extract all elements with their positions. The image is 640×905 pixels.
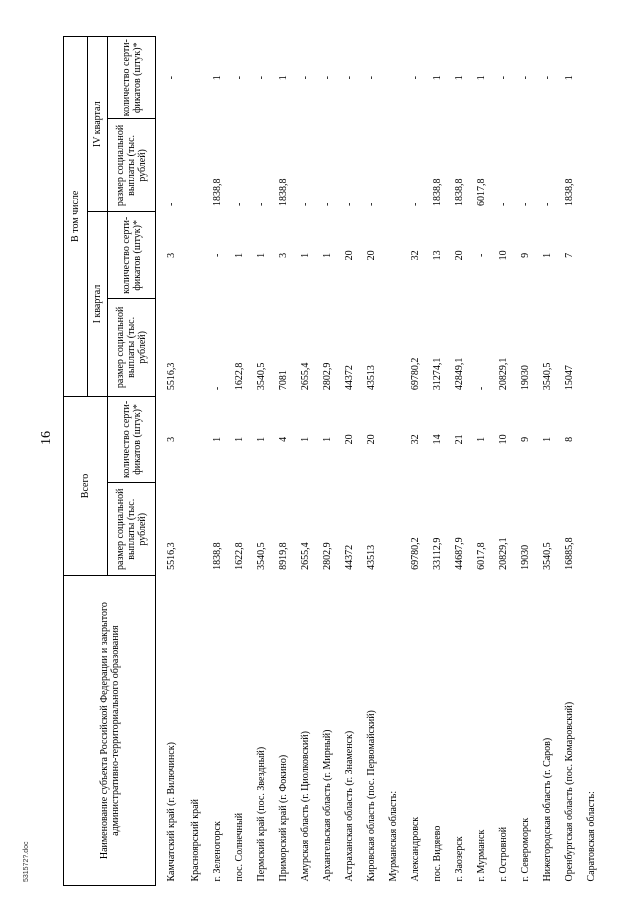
certificates-table <box>63 36 606 886</box>
cell-q4-cnt <box>584 37 606 119</box>
cell-q4-pay: 1838,8 <box>278 178 289 206</box>
cell-q4-pay <box>386 119 408 212</box>
cell-q4-pay: - <box>410 202 421 206</box>
cell-total-pay: 1838,8 <box>212 542 223 570</box>
cell-q1-pay: 2655,4 <box>300 362 311 391</box>
table-row <box>232 37 254 886</box>
cell-total-cnt: 21 <box>454 434 465 445</box>
cell-name: г. Заозерск <box>454 836 465 882</box>
cell-total-cnt: 1 <box>300 436 311 442</box>
cell-q4-cnt: 1 <box>564 75 575 81</box>
cell-q1-pay: 69780,2 <box>410 357 421 391</box>
table-row <box>386 37 408 886</box>
cell-name: Саратовская область: <box>586 791 597 882</box>
cell-total-cnt <box>188 396 210 483</box>
table-row <box>540 37 562 886</box>
header-total-payment: размер социальной выплаты (тыс. рублей) <box>108 483 156 576</box>
cell-name: Александровск <box>410 816 421 882</box>
table-row <box>562 37 584 886</box>
header-including-group: В том числе <box>64 37 88 397</box>
cell-q4-cnt: - <box>542 76 553 80</box>
table-row <box>430 37 452 886</box>
cell-q1-cnt: 20 <box>344 250 355 261</box>
cell-total-pay <box>386 483 408 576</box>
cell-q1-pay: 15047 <box>564 365 575 391</box>
table-row <box>320 37 342 886</box>
cell-total-pay: 8919,8 <box>278 542 289 570</box>
cell-q4-pay: - <box>542 202 553 206</box>
cell-name: г. Североморск <box>520 817 531 882</box>
cell-q4-cnt <box>386 37 408 119</box>
cell-q4-cnt: 1 <box>432 75 443 81</box>
cell-total-pay: 3540,5 <box>542 542 553 570</box>
cell-total-cnt <box>386 396 408 483</box>
cell-total-pay: 33112,9 <box>432 537 443 570</box>
cell-name: Астраханская область (г. Знаменск) <box>344 730 355 882</box>
cell-q4-cnt: - <box>344 76 355 80</box>
table-row <box>342 37 364 886</box>
cell-total-cnt: 1 <box>212 436 223 442</box>
cell-name: г. Зеленогорск <box>212 821 223 882</box>
cell-total-pay: 44372 <box>344 544 355 570</box>
cell-q4-cnt: - <box>234 76 245 80</box>
cell-q1-cnt: 1 <box>322 252 333 258</box>
cell-total-cnt: 1 <box>234 436 245 442</box>
cell-total-pay: 20829,1 <box>498 537 509 570</box>
cell-total-cnt: 1 <box>542 436 553 442</box>
cell-q1-cnt: 1 <box>542 252 553 258</box>
cell-q1-pay: - <box>212 386 223 391</box>
cell-q1-pay: 3540,5 <box>256 362 267 391</box>
cell-q4-cnt: - <box>322 76 333 80</box>
cell-q1-cnt: 20 <box>454 250 465 261</box>
cell-q1-pay: 43513 <box>366 365 377 391</box>
cell-q4-pay: 1838,8 <box>432 178 443 206</box>
cell-total-pay <box>584 483 606 576</box>
cell-name: г. Мурманск <box>476 829 487 882</box>
cell-q4-pay: - <box>520 202 531 206</box>
cell-q1-cnt: 3 <box>278 252 289 258</box>
cell-q4-cnt: 1 <box>476 75 487 81</box>
cell-name: Амурская область (г. Циолковский) <box>300 731 311 882</box>
cell-total-pay: 3540,5 <box>256 542 267 570</box>
cell-q4-cnt: - <box>300 76 311 80</box>
cell-q1-cnt: - <box>212 253 223 257</box>
cell-total-cnt: 8 <box>564 436 575 442</box>
cell-q1-pay: 20829,1 <box>498 357 509 391</box>
cell-q4-cnt: - <box>498 76 509 80</box>
cell-q1-cnt: 32 <box>410 250 421 261</box>
cell-total-pay: 44687,9 <box>454 537 465 570</box>
page-number: 16 <box>39 431 54 445</box>
cell-q4-cnt: 1 <box>212 75 223 81</box>
cell-q4-pay <box>584 119 606 212</box>
cell-name: Нижегородская область (г. Саров) <box>542 737 553 882</box>
cell-q1-cnt <box>386 212 408 299</box>
cell-q4-cnt <box>188 37 210 119</box>
cell-q1-cnt: 10 <box>498 250 509 261</box>
cell-name: Пермский край (пос. Звездный) <box>256 746 267 882</box>
table-row <box>364 37 386 886</box>
cell-q1-pay: 7081 <box>278 370 289 391</box>
cell-total-pay <box>188 483 210 576</box>
cell-q4-cnt: - <box>166 76 177 80</box>
cell-q4-pay: - <box>322 202 333 206</box>
cell-total-pay: 5516,3 <box>166 542 177 570</box>
cell-total-cnt: 9 <box>520 436 531 442</box>
cell-q4-cnt: 1 <box>278 75 289 81</box>
table-row <box>474 37 496 886</box>
cell-q4-cnt: - <box>520 76 531 80</box>
cell-q1-cnt: - <box>476 253 487 257</box>
cell-q4-pay: - <box>234 202 245 206</box>
header-q4-payment: размер социальной выплаты (тыс. рублей) <box>108 119 156 212</box>
cell-q1-pay: 31274,1 <box>432 357 443 391</box>
cell-total-pay: 19030 <box>520 544 531 570</box>
header-q1-payment: размер социальной выплаты (тыс. рублей) <box>108 299 156 396</box>
cell-total-cnt: 14 <box>432 434 443 445</box>
cell-name: Архангельская область (г. Мирный) <box>322 729 333 882</box>
cell-q1-cnt: 1 <box>256 252 267 258</box>
cell-q1-pay: 5516,3 <box>166 362 177 391</box>
table-row <box>188 37 210 886</box>
cell-q1-pay <box>188 299 210 396</box>
cell-q1-pay: 42849,1 <box>454 357 465 391</box>
cell-total-cnt: 4 <box>278 436 289 442</box>
cell-q1-pay: 1622,8 <box>234 362 245 391</box>
cell-q4-pay: 1838,8 <box>564 178 575 206</box>
cell-q1-cnt <box>584 212 606 299</box>
cell-q4-pay: 6017,8 <box>476 178 487 206</box>
table-row <box>584 37 606 886</box>
cell-q1-pay: 2802,9 <box>322 362 333 391</box>
table-row <box>298 37 320 886</box>
cell-total-cnt: 32 <box>410 434 421 445</box>
cell-total-pay: 1622,8 <box>234 542 245 570</box>
cell-q1-cnt: 20 <box>366 250 377 261</box>
table-row <box>496 37 518 886</box>
cell-q4-pay: - <box>344 202 355 206</box>
cell-name: г. Островной <box>498 826 509 882</box>
cell-q4-pay <box>188 119 210 212</box>
table-row <box>518 37 540 886</box>
cell-name: Оренбургская область (пос. Комаровский) <box>564 701 575 882</box>
table-body <box>156 37 607 886</box>
cell-q4-pay: 1838,8 <box>212 178 223 206</box>
cell-q1-pay: 3540,5 <box>542 362 553 391</box>
table-row <box>408 37 430 886</box>
cell-q4-cnt: - <box>256 76 267 80</box>
cell-q4-pay: - <box>166 202 177 206</box>
cell-q4-pay: - <box>300 202 311 206</box>
cell-name: Приморский край (г. Фокино) <box>278 754 289 882</box>
cell-total-cnt: 10 <box>498 434 509 445</box>
header-total-count: количество серти-фикатов (штук)* <box>108 396 156 483</box>
cell-q4-pay: - <box>498 202 509 206</box>
cell-q1-cnt: 7 <box>564 252 575 258</box>
cell-total-cnt: 20 <box>344 434 355 445</box>
cell-q1-cnt: 13 <box>432 250 443 261</box>
cell-name: Красноярский край <box>190 799 201 882</box>
cell-q1-pay: - <box>476 386 487 391</box>
header-q4-count: количество серти-фикатов (штук)* <box>108 37 156 119</box>
cell-name: пос. Видяево <box>432 825 443 882</box>
cell-name: Кировская область (пос. Первомайский) <box>366 710 377 882</box>
cell-q1-pay <box>584 299 606 396</box>
cell-total-cnt: 1 <box>322 436 333 442</box>
table-row <box>276 37 298 886</box>
header-name-column: Наименование субъекта Российской Федерации и закрытого административно-территориального образования <box>64 576 156 886</box>
cell-q1-cnt: 3 <box>166 252 177 258</box>
header-q1-count: количество серти-фикатов (штук)* <box>108 212 156 299</box>
cell-q4-cnt: - <box>366 76 377 80</box>
cell-total-cnt <box>584 396 606 483</box>
table-row <box>156 37 189 886</box>
table-row <box>254 37 276 886</box>
cell-total-pay: 69780,2 <box>410 537 421 570</box>
header-q1-group: I квартал <box>88 212 108 396</box>
cell-total-cnt: 1 <box>476 436 487 442</box>
cell-q4-pay: - <box>256 202 267 206</box>
cell-total-cnt: 3 <box>166 436 177 442</box>
cell-total-pay: 2655,4 <box>300 542 311 570</box>
cell-total-cnt: 20 <box>366 434 377 445</box>
cell-name: пос. Солнечный <box>234 812 245 882</box>
cell-q4-cnt: 1 <box>454 75 465 81</box>
cell-q1-cnt: 1 <box>300 252 311 258</box>
cell-q1-cnt: 9 <box>520 252 531 258</box>
cell-total-pay: 16885,8 <box>564 537 575 570</box>
cell-q1-pay: 19030 <box>520 365 531 391</box>
cell-q4-cnt: - <box>410 76 421 80</box>
cell-q1-pay: 44372 <box>344 365 355 391</box>
cell-q4-pay: 1838,8 <box>454 178 465 206</box>
cell-q1-cnt: 1 <box>234 252 245 258</box>
cell-total-pay: 43513 <box>366 544 377 570</box>
rotated-table-container <box>63 36 597 886</box>
table-header <box>64 37 156 886</box>
footer-code: 531572?.doc <box>23 841 30 882</box>
cell-q1-pay <box>386 299 408 396</box>
cell-name: Камчатский край (г. Вилючинск) <box>166 742 177 882</box>
header-q4-group: IV квартал <box>88 37 108 213</box>
cell-q4-pay: - <box>366 202 377 206</box>
table-row <box>452 37 474 886</box>
cell-q1-cnt <box>188 212 210 299</box>
cell-total-pay: 2802,9 <box>322 542 333 570</box>
cell-name: Мурманская область: <box>388 790 399 882</box>
table-row <box>210 37 232 886</box>
header-total-group: Всего <box>64 396 108 576</box>
cell-total-cnt: 1 <box>256 436 267 442</box>
cell-total-pay: 6017,8 <box>476 542 487 570</box>
